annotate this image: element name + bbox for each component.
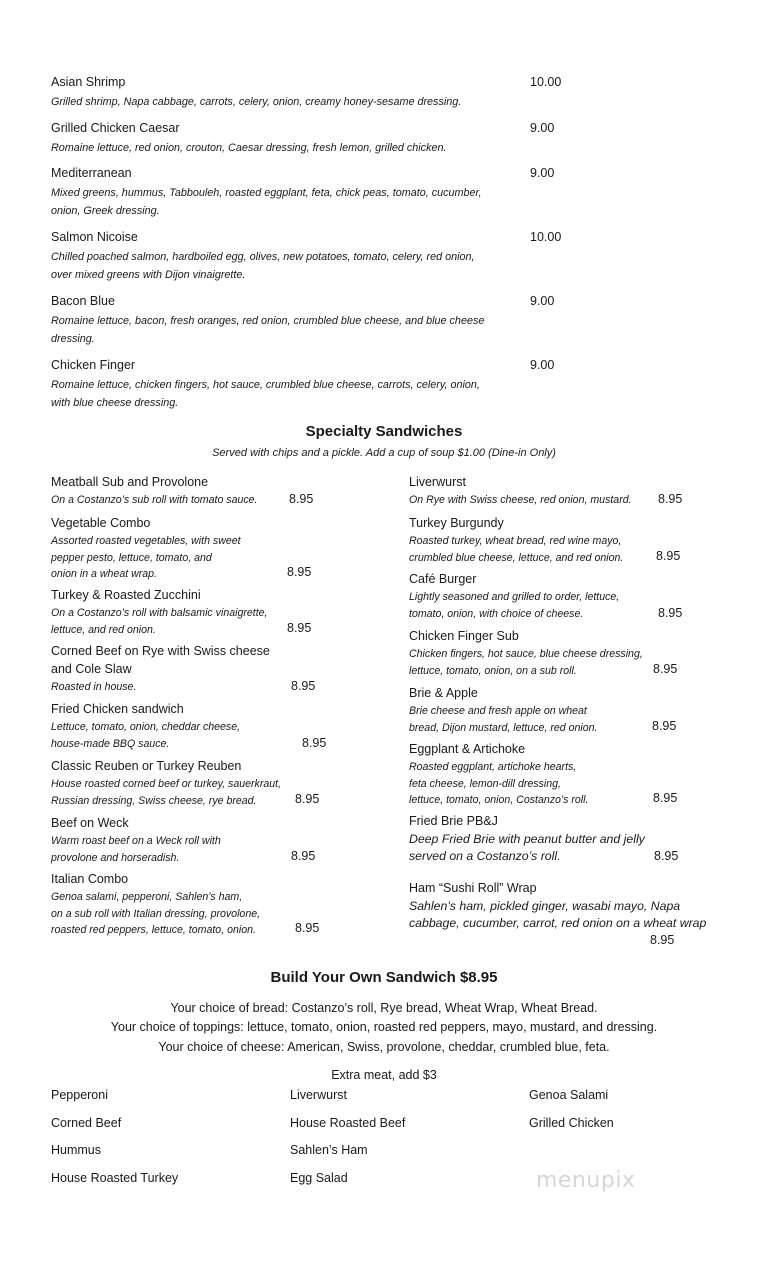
sandwich-description: pepper pesto, lettuce, tomato, and: [51, 551, 212, 564]
sandwich-description: Roasted turkey, wheat bread, red wine mayo,: [409, 535, 622, 547]
sandwich-description: Sahlen’s ham, pickled ginger, wasabi mayo, Napa: [409, 899, 681, 913]
sandwich-price: 8.95: [291, 849, 316, 863]
meat-option: Grilled Chicken: [529, 1116, 614, 1130]
sandwich-name: Meatball Sub and Provolone: [51, 475, 209, 489]
sandwich-description: Warm roast beef on a Weck roll with: [51, 835, 221, 847]
sandwich-name: Liverwurst: [409, 475, 466, 489]
cheese-choices: Your choice of cheese: American, Swiss, provolone, cheddar, crumbled blue, feta.: [158, 1040, 610, 1054]
sandwich-name: Eggplant & Artichoke: [409, 742, 526, 756]
sandwich-description: Genoa salami, pepperoni, Sahlen’s ham,: [51, 891, 243, 903]
sandwich-price: 8.95: [295, 792, 320, 806]
sandwich-price: 8.95: [658, 492, 683, 506]
sandwich-description: lettuce, and red onion.: [51, 623, 156, 636]
meat-option: Hummus: [51, 1143, 102, 1157]
salad-price: 9.00: [530, 358, 555, 372]
bread-choices: Your choice of bread: Costanzo’s roll, Rye bread, Wheat Wrap, Wheat Bread.: [170, 1001, 598, 1015]
meat-option: Sahlen’s Ham: [290, 1143, 368, 1157]
sandwich-description: served on a Costanzo’s roll.: [409, 848, 561, 863]
sandwich-description: onion in a wheat wrap.: [51, 568, 158, 580]
sandwich-description: bread, Dijon mustard, lettuce, red onion.: [409, 721, 598, 734]
sandwich-name: Beef on Weck: [51, 816, 129, 830]
salad-description: dressing.: [51, 333, 95, 345]
meat-option: Pepperoni: [51, 1088, 108, 1102]
sandwich-description: Lightly seasoned and grilled to order, lettuce,: [409, 591, 620, 603]
sandwich-description: Assorted roasted vegetables, with sweet: [51, 535, 241, 547]
sandwich-description: provolone and horseradish.: [51, 851, 180, 864]
sandwich-description: Deep Fried Brie with peanut butter and jelly: [409, 832, 645, 846]
salad-name: Asian Shrimp: [51, 75, 126, 89]
salad-name: Mediterranean: [51, 166, 132, 180]
sandwich-description: Russian dressing, Swiss cheese, rye bread.: [51, 794, 257, 807]
sandwich-description: Chicken fingers, hot sauce, blue cheese dressing,: [409, 648, 643, 660]
sandwich-description: feta cheese, lemon-dill dressing,: [409, 777, 561, 790]
sandwich-description: tomato, onion, with choice of cheese.: [409, 607, 584, 620]
sandwich-price: 8.95: [295, 921, 320, 935]
sandwich-description: Roasted eggplant, artichoke hearts,: [409, 761, 577, 773]
sandwich-description: roasted red peppers, lettuce, tomato, onion.: [51, 924, 256, 936]
salad-price: 9.00: [530, 294, 555, 308]
sandwich-price: 8.95: [287, 565, 312, 579]
sandwich-description: house-made BBQ sauce.: [51, 737, 170, 750]
meat-option: Egg Salad: [290, 1171, 348, 1185]
sandwich-price: 8.95: [287, 621, 312, 635]
salad-description: over mixed greens with Dijon vinaigrette.: [51, 269, 246, 281]
build-your-own-heading: Build Your Own Sandwich $8.95: [270, 969, 498, 986]
salad-name: Chicken Finger: [51, 358, 136, 372]
sandwich-name: Brie & Apple: [409, 686, 478, 700]
meat-option: House Roasted Beef: [290, 1116, 406, 1130]
sandwich-description: Lettuce, tomato, onion, cheddar cheese,: [51, 721, 241, 733]
salad-price: 10.00: [530, 230, 562, 244]
sandwich-description: lettuce, tomato, onion, Costanzo’s roll.: [409, 794, 589, 806]
sandwich-name: Fried Chicken sandwich: [51, 702, 184, 716]
salad-description: Mixed greens, hummus, Tabbouleh, roasted eggplant, feta, chick peas, tomato, cucumber,: [51, 187, 482, 199]
sandwich-name: Turkey & Roasted Zucchini: [51, 588, 201, 602]
salad-description: Romaine lettuce, red onion, crouton, Caesar dressing, fresh lemon, grilled chicken.: [51, 142, 447, 154]
meat-option: Corned Beef: [51, 1116, 122, 1130]
sandwich-description: on a sub roll with Italian dressing, provolone,: [51, 907, 261, 920]
sandwich-description: cabbage, cucumber, carrot, red onion on a wheat wrap: [409, 915, 707, 930]
sandwich-name: Italian Combo: [51, 872, 129, 886]
sandwich-description: House roasted corned beef or turkey, sauerkraut,: [51, 778, 282, 790]
meat-option: Liverwurst: [290, 1088, 347, 1102]
sandwich-name: Fried Brie PB&J: [409, 814, 498, 828]
sandwich-price: 8.95: [650, 933, 675, 947]
salad-price: 9.00: [530, 121, 555, 135]
salad-description: Chilled poached salmon, hardboiled egg, olives, new potatoes, tomato, celery, red onion,: [51, 251, 475, 263]
sandwich-name: Classic Reuben or Turkey Reuben: [51, 759, 242, 773]
menupix-watermark: menupix: [536, 1168, 636, 1193]
extra-meat-note: Extra meat, add $3: [331, 1068, 437, 1082]
sandwich-price: 8.95: [653, 791, 678, 805]
specialty-sandwiches-heading: Specialty Sandwiches: [305, 423, 463, 440]
sandwich-price: 8.95: [652, 719, 677, 733]
salad-name: Grilled Chicken Caesar: [51, 121, 180, 135]
salad-description: with blue cheese dressing.: [51, 397, 179, 409]
sandwich-name: Turkey Burgundy: [409, 516, 504, 530]
sandwich-description: crumbled blue cheese, lettuce, and red onion.: [409, 551, 624, 564]
sandwich-price: 8.95: [289, 492, 314, 506]
sandwich-price: 8.95: [302, 736, 327, 750]
sandwich-price: 8.95: [658, 606, 683, 620]
salad-description: Romaine lettuce, chicken fingers, hot sauce, crumbled blue cheese, carrots, celery, onion,: [51, 379, 480, 391]
sandwich-price: 8.95: [654, 849, 679, 863]
sandwich-description: lettuce, tomato, onion, on a sub roll.: [409, 664, 577, 677]
sandwich-description: Roasted in house.: [51, 681, 137, 693]
salad-description: Grilled shrimp, Napa cabbage, carrots, celery, onion, creamy honey-sesame dressing.: [51, 96, 462, 108]
sandwich-price: 8.95: [291, 679, 316, 693]
sandwich-name: Corned Beef on Rye with Swiss cheese: [51, 644, 270, 658]
sandwich-price: 8.95: [656, 549, 681, 563]
topping-choices: Your choice of toppings: lettuce, tomato, onion, roasted red peppers, mayo, mustard, and dressing.: [110, 1020, 658, 1034]
sandwich-description: Brie cheese and fresh apple on wheat: [409, 705, 587, 717]
sandwich-name: and Cole Slaw: [51, 662, 132, 676]
specialty-subtitle: Served with chips and a pickle. Add a cup of soup $1.00 (Dine-in Only): [212, 447, 556, 459]
meat-option: House Roasted Turkey: [51, 1171, 179, 1185]
sandwich-description: On a Costanzo’s sub roll with tomato sauce.: [51, 494, 258, 506]
sandwich-price: 8.95: [653, 662, 678, 676]
sandwich-name: Chicken Finger Sub: [409, 629, 519, 643]
salad-price: 10.00: [530, 75, 562, 89]
salad-name: Bacon Blue: [51, 294, 115, 308]
salad-description: Romaine lettuce, bacon, fresh oranges, red onion, crumbled blue cheese, and blue cheese: [51, 315, 485, 327]
sandwich-description: On a Costanzo’s roll with balsamic vinaigrette,: [51, 607, 268, 619]
salad-price: 9.00: [530, 166, 555, 180]
salad-description: onion, Greek dressing.: [51, 205, 160, 217]
meat-option: Genoa Salami: [529, 1088, 609, 1102]
sandwich-name: Vegetable Combo: [51, 516, 151, 530]
sandwich-name: Café Burger: [409, 572, 477, 586]
sandwich-description: On Rye with Swiss cheese, red onion, mustard.: [409, 494, 632, 506]
sandwich-name: Ham “Sushi Roll” Wrap: [409, 881, 537, 895]
salad-name: Salmon Nicoise: [51, 230, 138, 244]
